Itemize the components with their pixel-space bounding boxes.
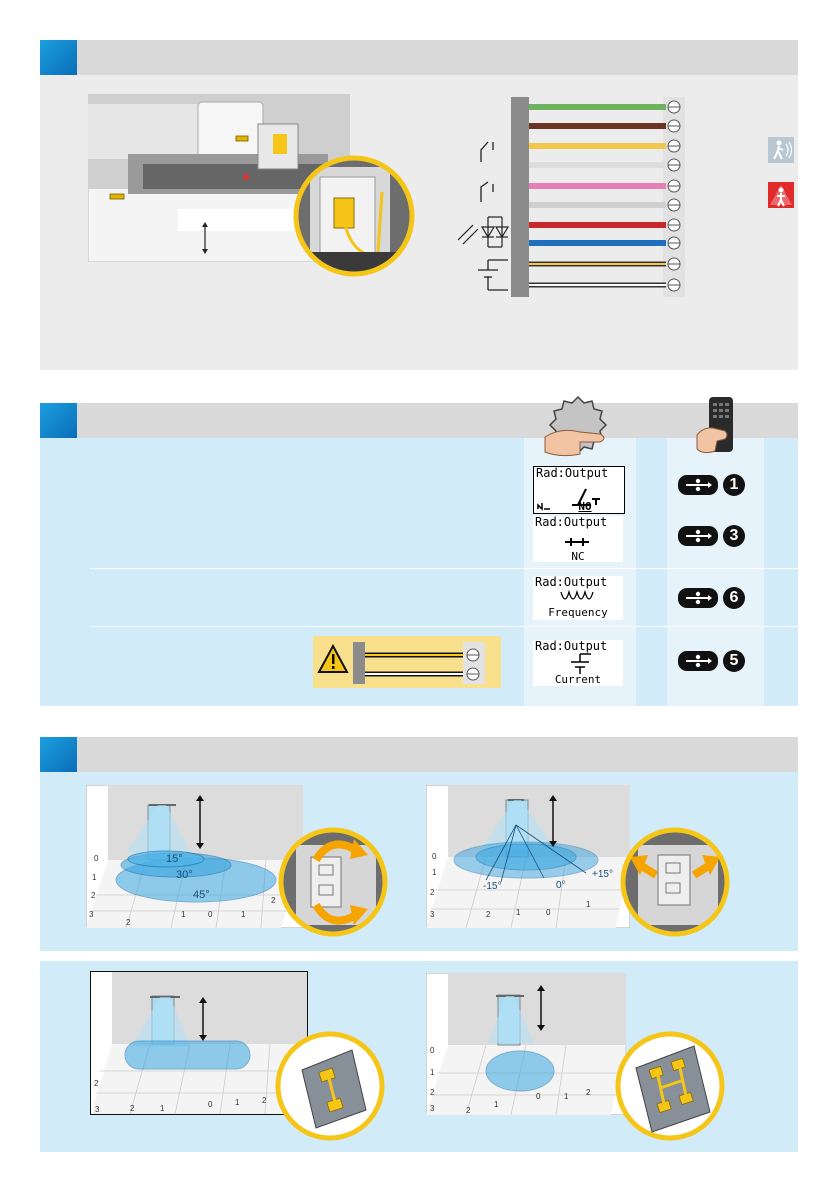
svg-text:1: 1 [181,910,186,919]
row-separator [90,626,798,627]
svg-text:2: 2 [430,1088,435,1097]
remote-button-3[interactable] [678,524,748,548]
lcd-screen-nc [533,516,623,562]
wide-field-mask [614,1030,726,1142]
motion-detection-icon [768,137,794,163]
remote-code: 3 [729,527,739,544]
lcd-sub: NC [571,550,585,563]
svg-text:1: 1 [432,868,437,877]
section1-header [40,40,798,75]
lcd-title: Rad:Output [536,466,609,480]
narrow-field-mask [274,1030,386,1142]
tilt-label-minus15: -15° [483,881,502,892]
remote-button-6[interactable] [678,586,748,610]
section2-header [40,403,798,438]
svg-text:3: 3 [430,1104,435,1113]
svg-text:2: 2 [130,1104,135,1113]
connector-block [511,97,529,297]
svg-text:1: 1 [430,1068,435,1077]
svg-text:1: 1 [564,1092,569,1101]
svg-text:0: 0 [432,852,437,861]
field-depth-scene [86,785,303,928]
field-tilt-scene [426,785,630,928]
relay-symbol [481,142,493,162]
tilt-adjust-knob[interactable] [618,825,732,939]
svg-text:0: 0 [94,854,99,863]
presence-detection-icon [768,182,794,208]
section1-marker [40,40,77,75]
lcd-screen-no [533,466,625,514]
section3-marker [40,737,77,772]
power-symbol [478,260,508,290]
angle-label-30: 30° [176,869,193,881]
svg-text:2: 2 [466,1106,471,1115]
svg-text:1: 1 [92,873,97,882]
svg-text:2: 2 [262,1096,267,1105]
svg-text:2: 2 [91,891,96,900]
svg-text:1: 1 [586,900,591,909]
push-button-icon [540,392,616,460]
svg-text:0: 0 [430,1046,435,1055]
relay-symbol [481,182,493,202]
current-warning-box [313,636,501,688]
remote-code: 6 [729,589,739,606]
section2-marker [40,403,77,438]
lcd-screen-frequency [533,576,623,620]
lcd-sub: Frequency [548,606,608,619]
svg-text:1: 1 [494,1100,499,1109]
svg-text:0: 0 [546,908,551,917]
angle-label-15: 15° [166,853,183,865]
lcd-title: Rad:Output [535,575,608,589]
lcd-sub: NO [578,500,592,513]
svg-text:2: 2 [271,896,276,905]
tilt-label-plus15: +15° [592,869,613,880]
svg-text:3: 3 [95,1105,100,1114]
frequency-wave-icon [533,588,623,608]
svg-text:1: 1 [516,908,521,917]
angle-label-45: 45° [193,889,210,901]
optocoupler-symbol [458,217,508,247]
remote-button-5[interactable] [678,649,748,673]
lcd-title: Rad:Output [535,515,608,529]
svg-text:1: 1 [241,910,246,919]
row-separator [90,568,798,569]
svg-text:2: 2 [430,888,435,897]
current-source-icon [533,652,623,674]
svg-text:0: 0 [536,1092,541,1101]
svg-text:0: 0 [208,1100,213,1109]
wiring-diagram [448,92,698,302]
lcd-screen-current [533,640,623,686]
svg-text:1: 1 [235,1098,240,1107]
section3-header [40,737,798,772]
remote-code: 1 [729,476,739,493]
lcd-sub: Current [554,673,602,686]
depth-adjust-knob[interactable] [276,825,390,939]
remote-control-icon [695,395,745,457]
svg-text:3: 3 [89,910,94,919]
remote-code: 5 [729,652,739,669]
relay-nc-icon [533,530,623,550]
svg-text:2: 2 [126,918,131,927]
lcd-title: Rad:Output [535,639,608,653]
svg-text:3: 3 [430,910,435,919]
svg-text:2: 2 [586,1088,591,1097]
zoom-detail [290,152,418,280]
svg-text:0: 0 [208,910,213,919]
svg-text:2: 2 [94,1079,99,1088]
remote-button-1[interactable] [678,473,748,497]
wide-field-scene [426,973,626,1115]
tilt-label-0: 0° [556,880,566,891]
svg-text:1: 1 [160,1104,165,1113]
svg-text:2: 2 [486,910,491,919]
